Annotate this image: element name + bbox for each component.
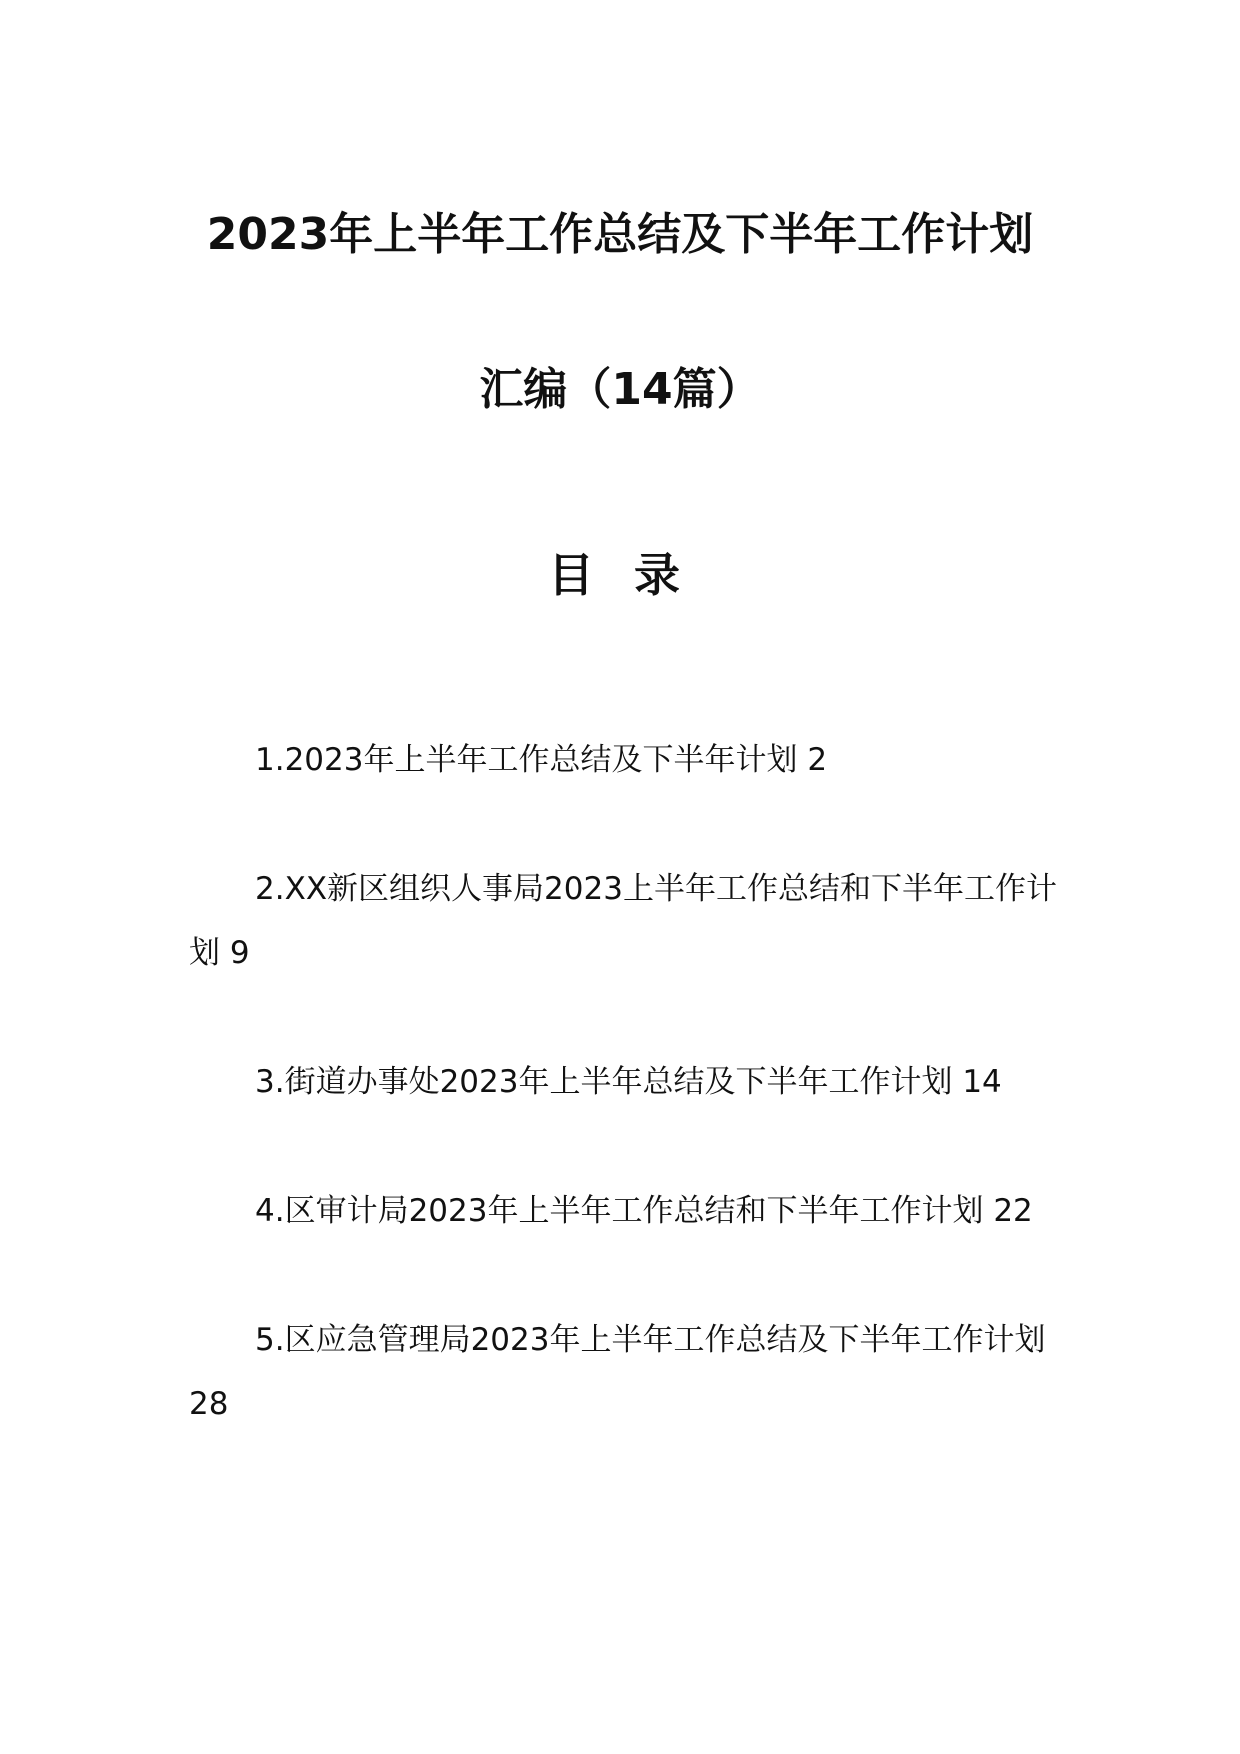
- toc-heading: 目 录: [547, 548, 692, 602]
- toc-item-5[interactable]: 5.区应急管理局2023年上半年工作总结及下半年工作计划 28: [189, 1322, 1046, 1422]
- table-of-contents: [189, 728, 1059, 1501]
- document-title-line-2: 汇编（14篇）: [479, 364, 761, 415]
- toc-item-1[interactable]: 1.2023年上半年工作总结及下半年计划 2: [255, 742, 828, 778]
- toc-item-2[interactable]: 2.XX新区组织人事局2023上半年工作总结和下半年工作计划 9: [189, 871, 1057, 971]
- document-title-line-1: 2023年上半年工作总结及下半年工作计划: [206, 209, 1034, 260]
- toc-item-4[interactable]: 4.区审计局2023年上半年工作总结和下半年工作计划 22: [255, 1193, 1033, 1229]
- toc-item-3[interactable]: 3.街道办事处2023年上半年总结及下半年工作计划 14: [255, 1064, 1002, 1100]
